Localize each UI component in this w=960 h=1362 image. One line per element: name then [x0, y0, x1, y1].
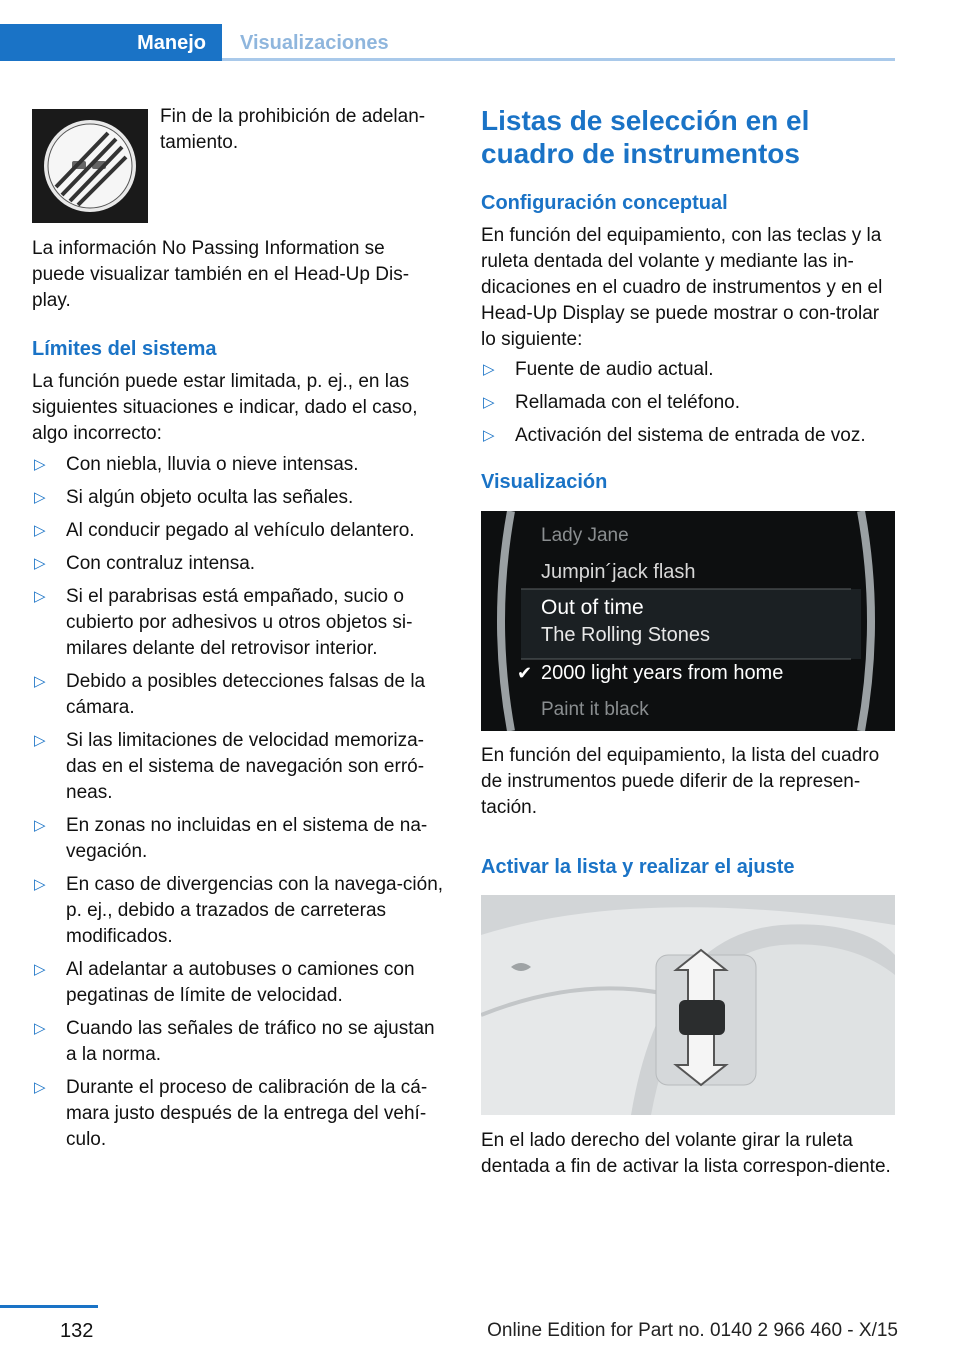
- list-item: ▷ Durante el proceso de calibración de la cá-mara justo después de la entrega del vehí-culo.: [34, 1077, 428, 1150]
- concept-list: [481, 357, 895, 456]
- limits-heading: Límites del sistema: [32, 338, 217, 360]
- instrument-cluster-image: [481, 511, 895, 731]
- triangle-bullet-icon: ▷: [34, 555, 46, 572]
- list-item: ▷ En zonas no incluidas en el sistema de na-vegación.: [34, 815, 428, 862]
- limits-list: [32, 452, 450, 1160]
- concept-heading: Configuración conceptual: [481, 192, 728, 214]
- list-item: ▷ Si el parabrisas está empañado, sucio o cubierto por adhesivos u otros objetos si-milares delante del retrovisor interior.: [34, 586, 413, 659]
- cluster-item: 2000 light years from home: [541, 662, 784, 684]
- list-item: ▷ En caso de divergencias con la navega-ción, p. ej., debido a trazados de carreteras modificados.: [34, 874, 444, 947]
- page-number: 132: [60, 1320, 94, 1342]
- triangle-bullet-icon: ▷: [34, 817, 46, 834]
- sign-caption: Fin de la prohibición de adelan-tamiento.: [160, 106, 426, 153]
- check-icon: ✔: [517, 663, 533, 683]
- list-item: ▷ Si las limitaciones de velocidad memoriza-das en el sistema de navegación son erró-neas.: [34, 730, 425, 803]
- list-item: ▷ Si algún objeto oculta las señales.: [32, 485, 450, 511]
- triangle-bullet-icon: ▷: [34, 588, 46, 605]
- triangle-bullet-icon: ▷: [34, 456, 46, 473]
- triangle-bullet-icon: ▷: [483, 361, 495, 378]
- cluster-item: Lady Jane: [541, 525, 629, 546]
- footer-rule: [0, 1305, 98, 1308]
- list-item: ▷ Activación del sistema de entrada de voz.: [481, 423, 895, 449]
- cluster-item: Paint it black: [541, 699, 649, 720]
- concept-paragraph: En función del equipamiento, con las teclas y la ruleta dentada del volante y mediante las in-dicaciones en el cuadro de instrumentos y en el Head-Up Display se puede mostrar o con-trolar lo siguiente:: [481, 225, 883, 350]
- cluster-item: Jumpin´jack flash: [541, 561, 696, 583]
- list-item: ▷ Rellamada con el teléfono.: [481, 390, 895, 416]
- activate-paragraph: En el lado derecho del volante girar la ruleta dentada a fin de activar la lista correspon-diente.: [481, 1130, 891, 1177]
- triangle-bullet-icon: ▷: [34, 1079, 46, 1096]
- triangle-bullet-icon: ▷: [34, 876, 46, 893]
- edition-note: Online Edition for Part no. 0140 2 966 460 - X/15: [487, 1320, 898, 1341]
- display-heading: Visualización: [481, 471, 608, 493]
- triangle-bullet-icon: ▷: [483, 427, 495, 444]
- display-paragraph: En función del equipamiento, la lista del cuadro de instrumentos puede diferir de la represen-tación.: [481, 745, 880, 818]
- triangle-bullet-icon: ▷: [34, 1020, 46, 1037]
- triangle-bullet-icon: ▷: [483, 394, 495, 411]
- list-item: ▷ Cuando las señales de tráfico no se ajustan a la norma.: [34, 1018, 435, 1065]
- end-no-passing-sign-image: [32, 109, 148, 223]
- section-tab: Manejo: [0, 24, 222, 61]
- cluster-item: The Rolling Stones: [541, 624, 710, 646]
- cluster-item: Out of time: [541, 596, 644, 619]
- header-rule: [222, 58, 895, 61]
- steering-wheel-roller-image: [481, 895, 895, 1115]
- intro-paragraph: La información No Passing Information se puede visualizar también en el Head-Up Dis-play.: [32, 238, 410, 311]
- list-item: ▷ Con contraluz intensa.: [32, 551, 450, 577]
- activate-heading: Activar la lista y realizar el ajuste: [481, 856, 795, 878]
- triangle-bullet-icon: ▷: [34, 961, 46, 978]
- list-item: ▷ Debido a posibles detecciones falsas de la cámara.: [34, 671, 426, 718]
- list-item: ▷ Al conducir pegado al vehículo delantero.: [32, 518, 450, 544]
- subsection-tab: Visualizaciones: [240, 32, 389, 54]
- triangle-bullet-icon: ▷: [34, 489, 46, 506]
- page-title: Listas de selección en el cuadro de instrumentos: [481, 105, 810, 169]
- limits-paragraph: La función puede estar limitada, p. ej., en las siguientes situaciones e indicar, dado el caso, algo incorrecto:: [32, 371, 418, 444]
- triangle-bullet-icon: ▷: [34, 673, 46, 690]
- list-item: ▷ Al adelantar a autobuses o camiones con pegatinas de límite de velocidad.: [34, 959, 415, 1006]
- list-item: ▷ Con niebla, lluvia o nieve intensas.: [32, 452, 450, 478]
- triangle-bullet-icon: ▷: [34, 522, 46, 539]
- triangle-bullet-icon: ▷: [34, 732, 46, 749]
- page-header: [0, 0, 895, 62]
- list-item: ▷ Fuente de audio actual.: [481, 357, 895, 383]
